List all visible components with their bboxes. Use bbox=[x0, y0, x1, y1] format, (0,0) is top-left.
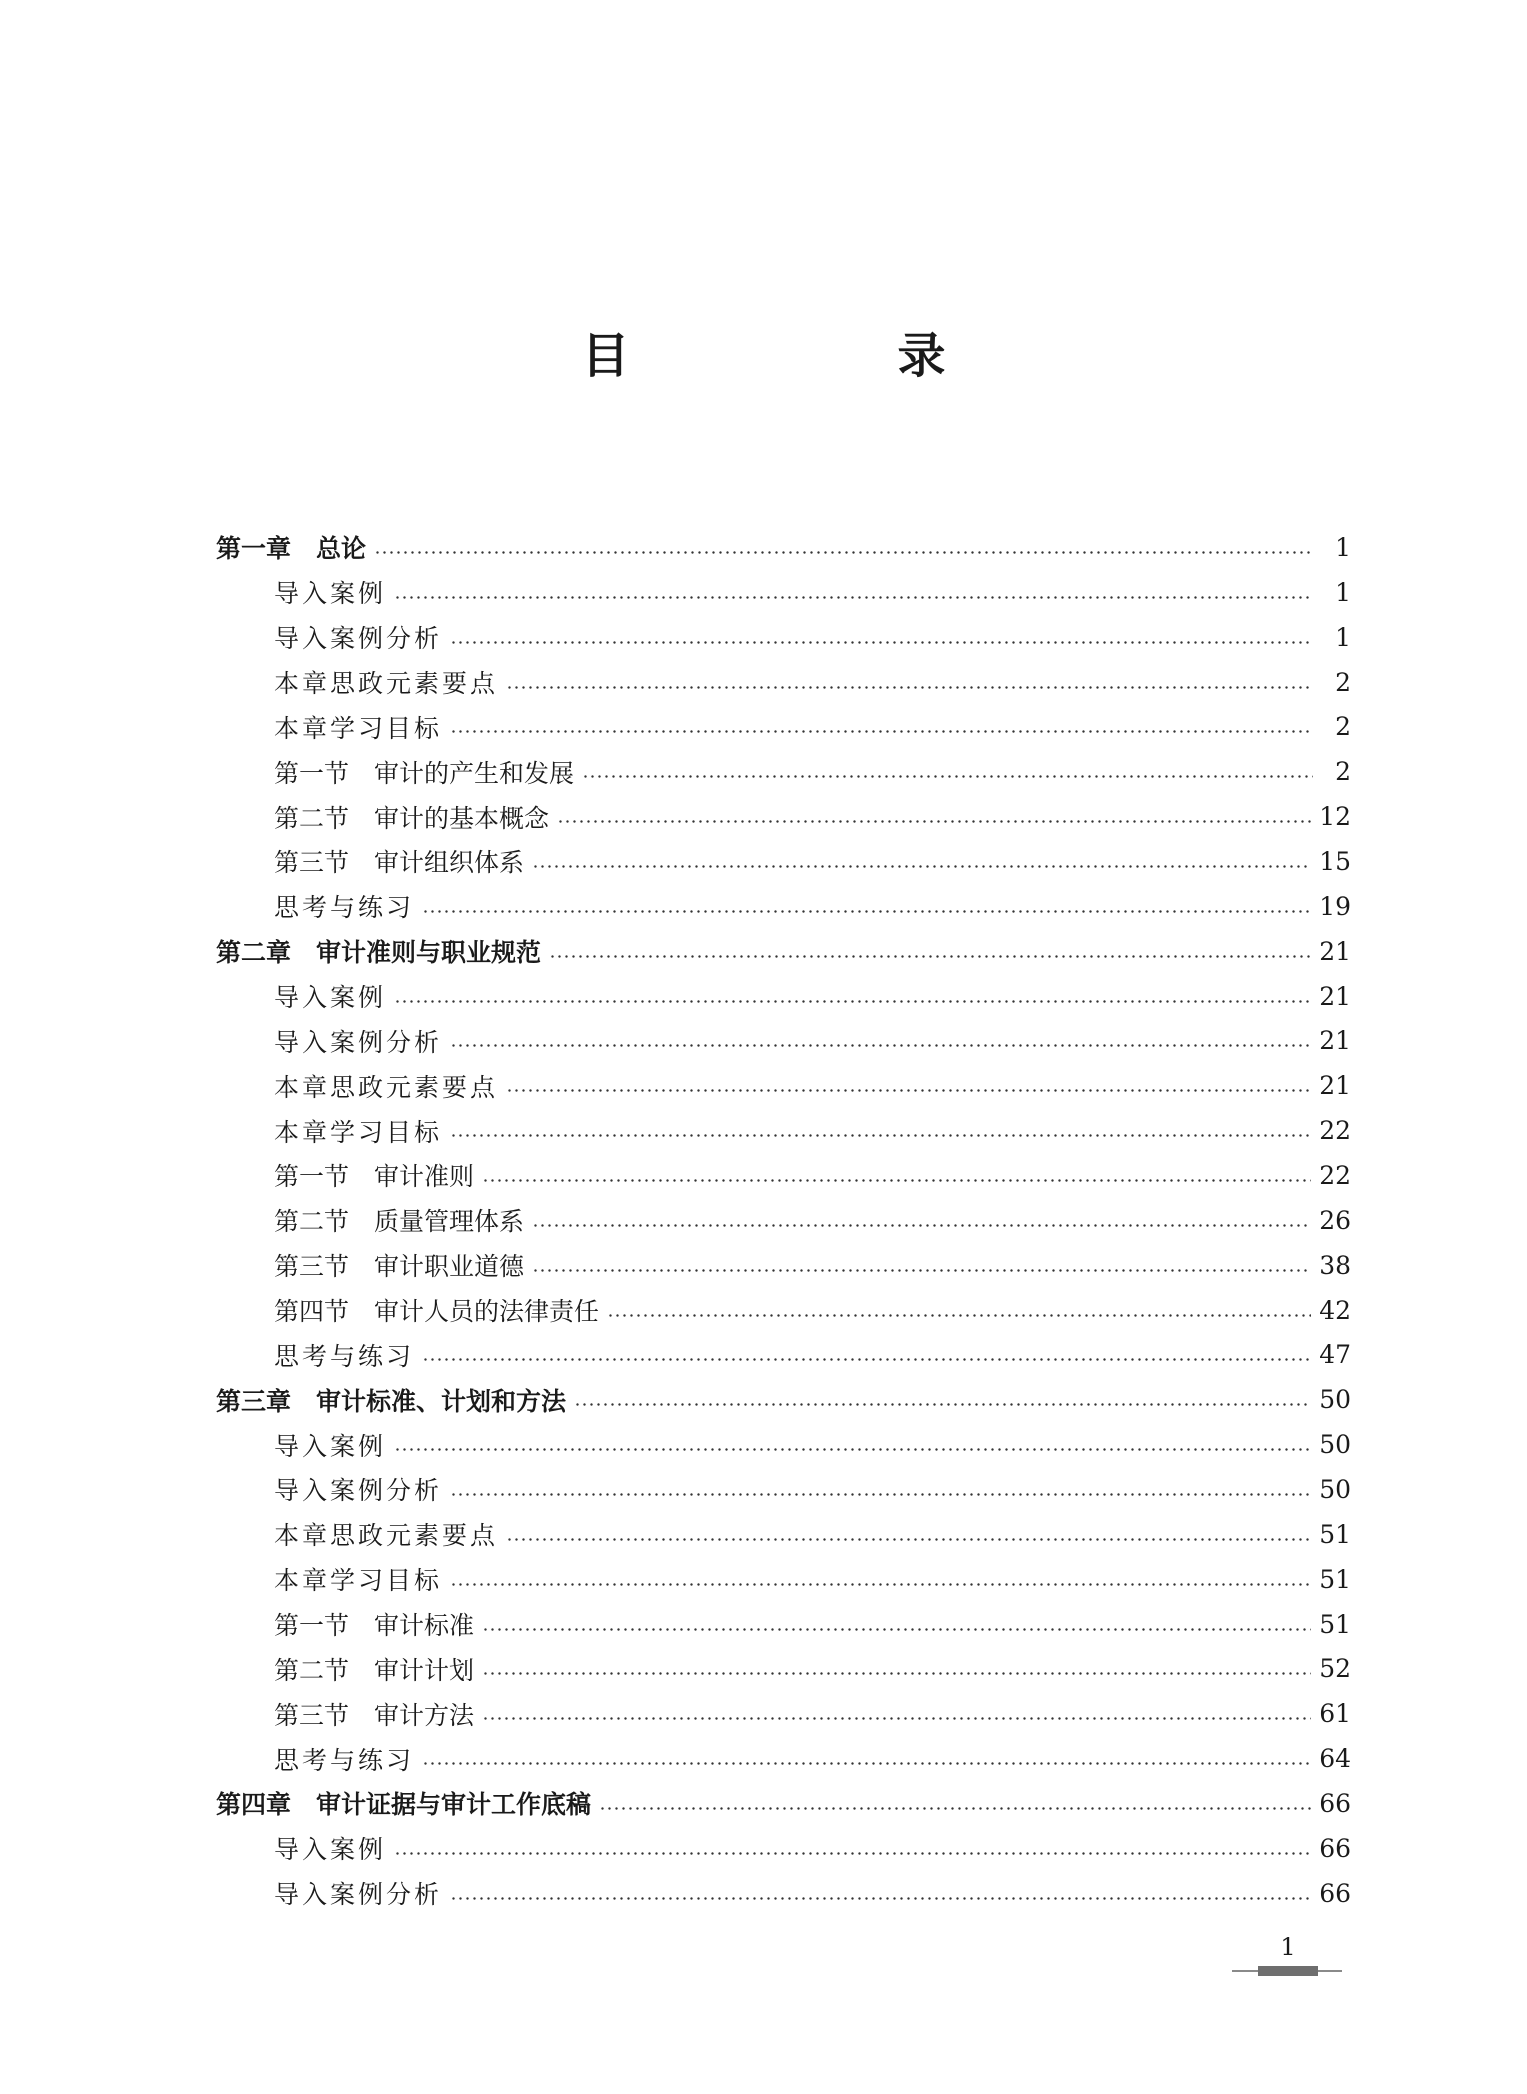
toc-dot-leader bbox=[574, 1403, 1311, 1406]
toc-entry-title: 第三节 审计组织体系 bbox=[274, 848, 525, 878]
toc-page-number: 47 bbox=[1319, 1340, 1351, 1370]
page-number: 1 bbox=[1280, 1933, 1296, 1961]
toc-entry-row[interactable] bbox=[216, 884, 1351, 929]
toc-page-number: 51 bbox=[1319, 1564, 1351, 1594]
toc-dot-leader bbox=[607, 1314, 1311, 1317]
toc-page-number: 19 bbox=[1319, 891, 1351, 921]
toc-entry-row[interactable] bbox=[216, 1288, 1351, 1333]
toc-entry-row[interactable] bbox=[216, 1332, 1351, 1377]
toc-dot-leader bbox=[450, 1044, 1311, 1047]
toc-page-number: 1 bbox=[1335, 532, 1351, 562]
toc-entry-row[interactable] bbox=[216, 749, 1351, 794]
toc-entry-row[interactable] bbox=[216, 794, 1351, 839]
toc-dot-leader bbox=[599, 1807, 1311, 1810]
toc-dot-leader bbox=[532, 1269, 1311, 1272]
table-of-contents bbox=[216, 525, 1351, 1916]
toc-entry-row[interactable] bbox=[216, 1063, 1351, 1108]
toc-page-number: 22 bbox=[1319, 1116, 1351, 1146]
toc-page-number: 1 bbox=[1335, 577, 1351, 607]
toc-dot-leader bbox=[394, 1852, 1311, 1855]
toc-dot-leader bbox=[506, 1089, 1311, 1092]
toc-chapter-title: 第二章 审计准则与职业规范 bbox=[216, 938, 542, 968]
toc-dot-leader bbox=[482, 1717, 1311, 1720]
toc-entry-title: 导入案例分析 bbox=[274, 1476, 443, 1506]
toc-dot-leader bbox=[506, 1538, 1311, 1541]
toc-page-number: 26 bbox=[1319, 1205, 1351, 1235]
toc-dot-leader bbox=[450, 1493, 1311, 1496]
toc-dot-leader bbox=[374, 551, 1313, 554]
toc-dot-leader bbox=[394, 596, 1313, 599]
toc-page-number: 51 bbox=[1319, 1609, 1351, 1639]
toc-entry-row[interactable] bbox=[216, 1108, 1351, 1153]
toc-entry-row[interactable] bbox=[216, 1512, 1351, 1557]
toc-dot-leader bbox=[450, 730, 1313, 733]
toc-entry-title: 导入案例 bbox=[274, 1835, 387, 1865]
toc-dot-leader bbox=[450, 1897, 1311, 1900]
toc-dot-leader bbox=[394, 1448, 1311, 1451]
toc-entry-title: 导入案例分析 bbox=[274, 1027, 443, 1057]
toc-entry-title: 导入案例 bbox=[274, 579, 387, 609]
toc-entry-row[interactable] bbox=[216, 1602, 1351, 1647]
toc-page-number: 15 bbox=[1319, 846, 1351, 876]
toc-entry-title: 第二节 审计计划 bbox=[274, 1655, 475, 1685]
toc-dot-leader bbox=[450, 641, 1313, 644]
toc-entry-title: 第二节 质量管理体系 bbox=[274, 1207, 525, 1237]
toc-chapter-title: 第一章 总论 bbox=[216, 534, 367, 564]
toc-page-number: 21 bbox=[1319, 936, 1351, 966]
toc-page-number: 22 bbox=[1319, 1160, 1351, 1190]
toc-entry-title: 第三节 审计方法 bbox=[274, 1700, 475, 1730]
toc-page-number: 38 bbox=[1319, 1250, 1351, 1280]
toc-dot-leader bbox=[482, 1672, 1311, 1675]
toc-entry-title: 第一节 审计的产生和发展 bbox=[274, 758, 575, 788]
toc-dot-leader bbox=[582, 775, 1313, 778]
toc-entry-row[interactable] bbox=[216, 1736, 1351, 1781]
toc-entry-title: 第二节 审计的基本概念 bbox=[274, 803, 550, 833]
toc-entry-row[interactable] bbox=[216, 1691, 1351, 1736]
toc-page-number: 50 bbox=[1319, 1474, 1351, 1504]
toc-chapter-row[interactable] bbox=[216, 1781, 1351, 1826]
toc-entry-title: 本章思政元素要点 bbox=[274, 1072, 499, 1102]
toc-entry-row[interactable] bbox=[216, 1243, 1351, 1288]
toc-entry-row[interactable] bbox=[216, 839, 1351, 884]
toc-page-number: 2 bbox=[1335, 712, 1351, 742]
toc-entry-row[interactable] bbox=[216, 1871, 1351, 1916]
toc-entry-title: 第一节 审计标准 bbox=[274, 1611, 475, 1641]
toc-entry-title: 思考与练习 bbox=[274, 893, 415, 923]
toc-dot-leader bbox=[422, 1358, 1311, 1361]
toc-entry-title: 第四节 审计人员的法律责任 bbox=[274, 1297, 600, 1327]
toc-entry-title: 第一节 审计准则 bbox=[274, 1162, 475, 1192]
toc-entry-row[interactable] bbox=[216, 974, 1351, 1019]
toc-dot-leader bbox=[450, 1583, 1311, 1586]
toc-entry-title: 思考与练习 bbox=[274, 1341, 415, 1371]
toc-page-number: 64 bbox=[1319, 1744, 1351, 1774]
toc-chapter-row[interactable] bbox=[216, 929, 1351, 974]
toc-chapter-title: 第三章 审计标准、计划和方法 bbox=[216, 1386, 567, 1416]
footer-bar bbox=[1258, 1966, 1318, 1976]
toc-entry-row[interactable] bbox=[216, 1826, 1351, 1871]
toc-entry-title: 导入案例分析 bbox=[274, 1880, 443, 1910]
toc-chapter-row[interactable] bbox=[216, 525, 1351, 570]
toc-entry-row[interactable] bbox=[216, 1557, 1351, 1602]
toc-entry-title: 导入案例 bbox=[274, 1431, 387, 1461]
toc-entry-row[interactable] bbox=[216, 1018, 1351, 1063]
toc-page-number: 52 bbox=[1319, 1654, 1351, 1684]
toc-dot-leader bbox=[532, 1224, 1311, 1227]
toc-chapter-title: 第四章 审计证据与审计工作底稿 bbox=[216, 1790, 592, 1820]
toc-dot-leader bbox=[532, 865, 1311, 868]
toc-entry-row[interactable] bbox=[216, 570, 1351, 615]
toc-dot-leader bbox=[394, 1000, 1311, 1003]
toc-dot-leader bbox=[450, 1134, 1311, 1137]
page-title: 目 录 bbox=[581, 328, 1056, 384]
toc-entry-title: 本章思政元素要点 bbox=[274, 1521, 499, 1551]
toc-entry-title: 本章思政元素要点 bbox=[274, 669, 499, 698]
toc-page-number: 21 bbox=[1319, 1071, 1351, 1101]
toc-page-number: 21 bbox=[1319, 1026, 1351, 1056]
toc-entry-title: 本章学习目标 bbox=[274, 713, 443, 743]
toc-entry-row[interactable] bbox=[216, 1198, 1351, 1243]
toc-entry-title: 思考与练习 bbox=[274, 1745, 415, 1775]
toc-entry-title: 导入案例 bbox=[274, 983, 387, 1013]
toc-page-number: 21 bbox=[1319, 981, 1351, 1011]
toc-entry-row[interactable] bbox=[216, 1153, 1351, 1198]
toc-dot-leader bbox=[549, 955, 1311, 958]
toc-dot-leader bbox=[557, 820, 1311, 823]
toc-page-number: 2 bbox=[1335, 667, 1351, 697]
toc-dot-leader bbox=[422, 910, 1311, 913]
toc-page-number: 42 bbox=[1319, 1295, 1351, 1325]
toc-entry-row[interactable] bbox=[216, 1422, 1351, 1467]
toc-page-number: 51 bbox=[1319, 1519, 1351, 1549]
toc-dot-leader bbox=[482, 1628, 1311, 1631]
toc-page-number: 12 bbox=[1319, 802, 1351, 832]
toc-entry-row[interactable] bbox=[216, 1646, 1351, 1691]
toc-entry-row[interactable] bbox=[216, 615, 1351, 660]
toc-page-number: 66 bbox=[1319, 1833, 1351, 1863]
toc-page-number: 1 bbox=[1335, 622, 1351, 652]
toc-dot-leader bbox=[422, 1762, 1311, 1765]
toc-entry-title: 第三节 审计职业道德 bbox=[274, 1252, 525, 1282]
toc-page-number: 50 bbox=[1319, 1385, 1351, 1415]
toc-chapter-row[interactable] bbox=[216, 1377, 1351, 1422]
toc-entry-row[interactable] bbox=[216, 704, 1351, 749]
toc-entry-title: 本章学习目标 bbox=[274, 1566, 443, 1596]
toc-page-number: 2 bbox=[1335, 757, 1351, 787]
toc-entry-title: 本章学习目标 bbox=[274, 1117, 443, 1147]
toc-entry-row[interactable] bbox=[216, 1467, 1351, 1512]
toc-dot-leader bbox=[506, 686, 1313, 689]
toc-page-number: 50 bbox=[1319, 1430, 1351, 1460]
toc-entry-row[interactable] bbox=[216, 660, 1351, 705]
toc-entry-title: 导入案例分析 bbox=[274, 624, 443, 654]
toc-page-number: 61 bbox=[1319, 1699, 1351, 1729]
toc-dot-leader bbox=[482, 1179, 1311, 1182]
toc-page-number: 66 bbox=[1319, 1788, 1351, 1818]
toc-page-number: 66 bbox=[1319, 1878, 1351, 1908]
